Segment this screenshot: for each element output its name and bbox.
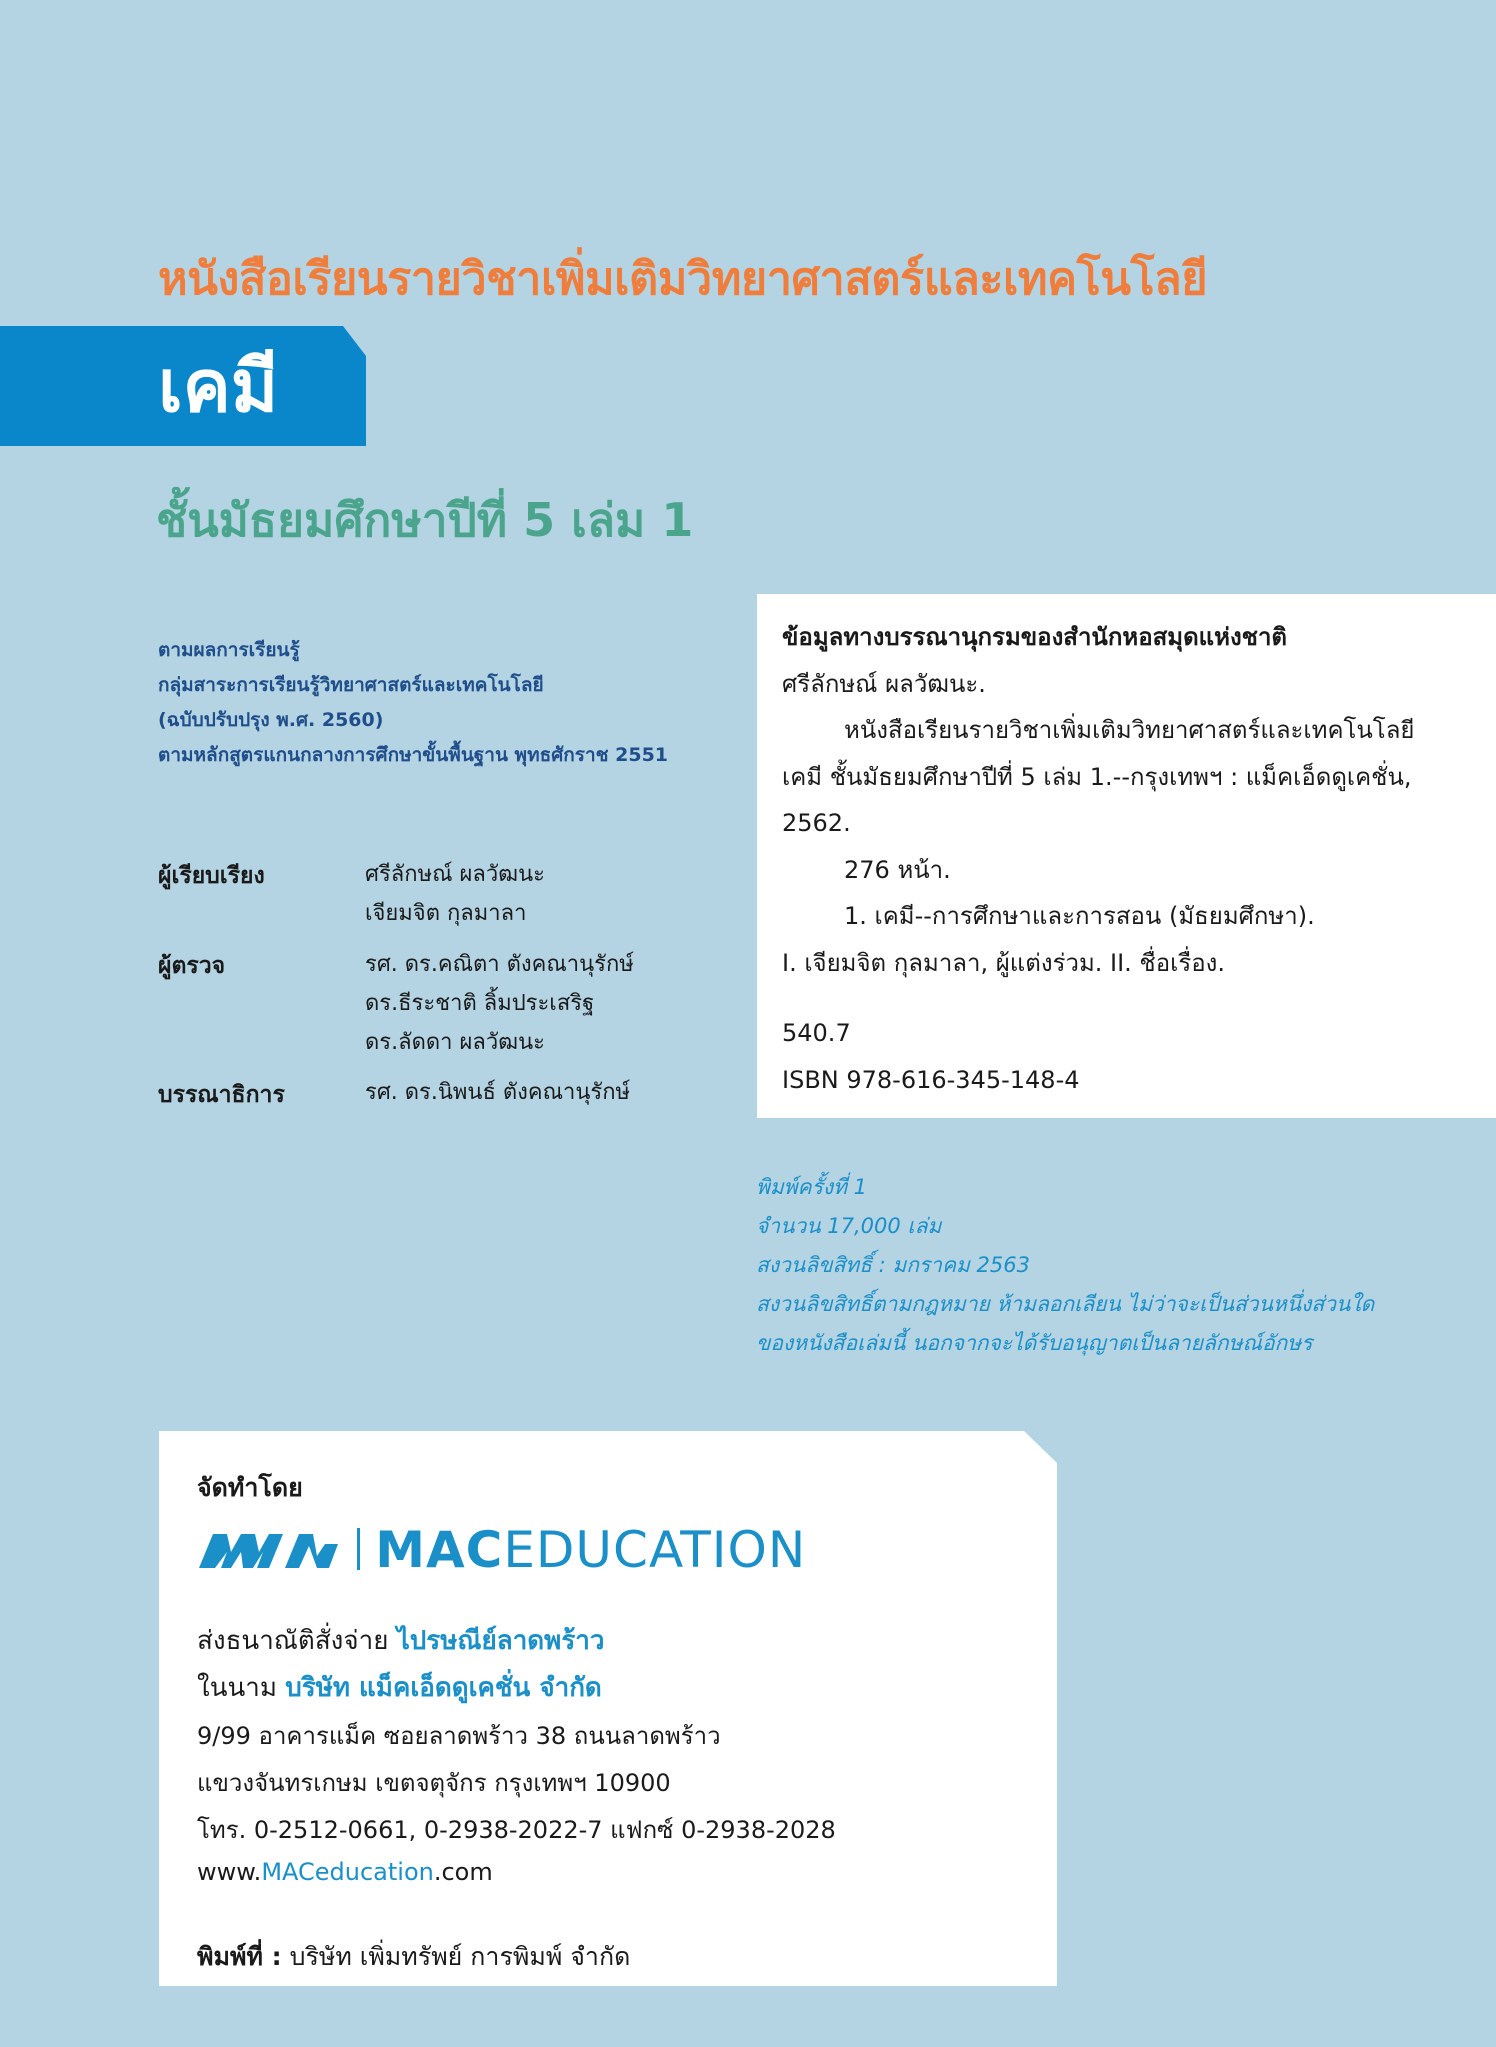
cip-author: ศรีลักษณ์ ผลวัฒนะ. — [782, 669, 986, 698]
post-office-name: ไปรษณีย์ลาดพร้าว — [396, 1626, 605, 1656]
author-name: เจียมจิต กุลมาลา — [365, 901, 527, 926]
money-order-prefix: ส่งธนาณัติสั่งจ่าย — [197, 1626, 397, 1656]
printer-label: พิมพ์ที่ : — [197, 1942, 282, 1971]
cip-title-line: หนังสือเรียนรายวิชาเพิ่มเติมวิทยาศาสตร์และเทคโนโลยี — [844, 716, 1415, 744]
cip-added-entries: I. เจียมจิต กุลมาลา, ผู้แต่งร่วม. II. ชื่อเรื่อง. — [782, 948, 1225, 977]
address-line: 9/99 อาคารแม็ค ซอยลาดพร้าว 38 ถนนลาดพร้าว — [197, 1722, 721, 1750]
cip-title-line: เคมี ชั้นมัธยมศึกษาปีที่ 5 เล่ม 1.--กรุงเทพฯ : แม็คเอ็ดดูเคชั่น, — [782, 762, 1412, 791]
reviewer-name: ดร.ลัดดา ผลวัฒนะ — [365, 1030, 545, 1055]
payee-prefix: ในนาม — [197, 1673, 286, 1703]
website-link[interactable] — [197, 1858, 493, 1886]
web-brand: MACeducation — [261, 1858, 434, 1886]
cip-isbn: ISBN 978-616-345-148-4 — [782, 1065, 1080, 1094]
printer-line — [197, 1937, 630, 1977]
reviewers-list — [365, 945, 634, 1062]
cip-classification: 540.7 — [782, 1019, 851, 1047]
printer-name: บริษัท เพิ่มทรัพย์ การพิมพ์ จำกัด — [289, 1942, 631, 1971]
curriculum-line: (ฉบับปรับปรุง พ.ศ. 2560) — [158, 709, 384, 731]
cip-heading: ข้อมูลทางบรรณานุกรมของสำนักหอสมุดแห่งชาติ — [782, 623, 1288, 651]
logo-text-light: EDUCATION — [503, 1521, 807, 1579]
payee-name: บริษัท แม็คเอ็ดดูเคชั่น จำกัด — [285, 1673, 602, 1703]
authors-list — [365, 855, 545, 933]
printing-info — [756, 1168, 1374, 1363]
mac-education-logo — [197, 1521, 807, 1579]
web-suffix: .com — [433, 1858, 493, 1886]
cip-year: 2562. — [782, 809, 851, 837]
money-order-line — [197, 1620, 604, 1661]
payee-line — [197, 1667, 602, 1708]
print-notice: สงวนลิขสิทธิ์ตามกฎหมาย ห้ามลอกเลียน ไม่ว่าจะเป็นส่วนหนึ่งส่วนใด — [756, 1292, 1375, 1316]
authors-label: ผู้เรียบเรียง — [158, 863, 265, 889]
reviewers-label: ผู้ตรวจ — [158, 953, 226, 979]
curriculum-line: ตามหลักสูตรแกนกลางการศึกษาขั้นพื้นฐาน พุทธศักราช 2551 — [158, 744, 669, 766]
curriculum-line: กลุ่มสาระการเรียนรู้วิทยาศาสตร์และเทคโนโลยี — [158, 674, 544, 696]
print-copyright: สงวนลิขสิทธิ์ : มกราคม 2563 — [756, 1253, 1030, 1277]
editor-label: บรรณาธิการ — [158, 1082, 285, 1108]
publisher-box — [159, 1431, 1057, 1986]
reviewer-name: ดร.ธีระชาติ ลิ้มประเสริฐ — [365, 991, 595, 1016]
subject-title: เคมี — [158, 344, 279, 428]
cip-pages: 276 หน้า. — [844, 855, 951, 884]
web-prefix: www. — [197, 1858, 262, 1886]
cip-catalog-box — [757, 594, 1496, 1118]
author-name: ศรีลักษณ์ ผลวัฒนะ — [365, 862, 545, 887]
curriculum-info — [158, 633, 668, 773]
address-line: แขวงจันทรเกษม เขตจตุจักร กรุงเทพฯ 10900 — [197, 1769, 671, 1797]
series-title: หนังสือเรียนรายวิชาเพิ่มเติมวิทยาศาสตร์และเทคโนโลยี — [158, 252, 1208, 305]
grade-title: ชั้นมัธยมศึกษาปีที่ 5 เล่ม 1 — [156, 493, 694, 547]
reviewer-name: รศ. ดร.คณิตา ตังคณานุรักษ์ — [365, 952, 634, 977]
phone-line: โทร. 0-2512-0661, 0-2938-2022-7 แฟกซ์ 0-2938-2028 — [197, 1816, 836, 1844]
print-quantity: จำนวน 17,000 เล่ม — [756, 1214, 942, 1238]
logo-divider — [357, 1528, 360, 1570]
produced-by-label: จัดทำโดย — [197, 1473, 303, 1502]
curriculum-line: ตามผลการเรียนรู้ — [158, 639, 300, 661]
editor-name: รศ. ดร.นิพนธ์ ตังคณานุรักษ์ — [365, 1080, 631, 1105]
mac-logo-icon — [197, 1528, 340, 1570]
print-notice: ของหนังสือเล่มนี้ นอกจากจะได้รับอนุญาตเป็นลายลักษณ์อักษร — [756, 1331, 1313, 1355]
print-edition: พิมพ์ครั้งที่ 1 — [756, 1175, 867, 1199]
logo-text-bold: MAC — [375, 1521, 504, 1579]
cip-subject: 1. เคมี--การศึกษาและการสอน (มัธยมศึกษา). — [844, 902, 1315, 930]
